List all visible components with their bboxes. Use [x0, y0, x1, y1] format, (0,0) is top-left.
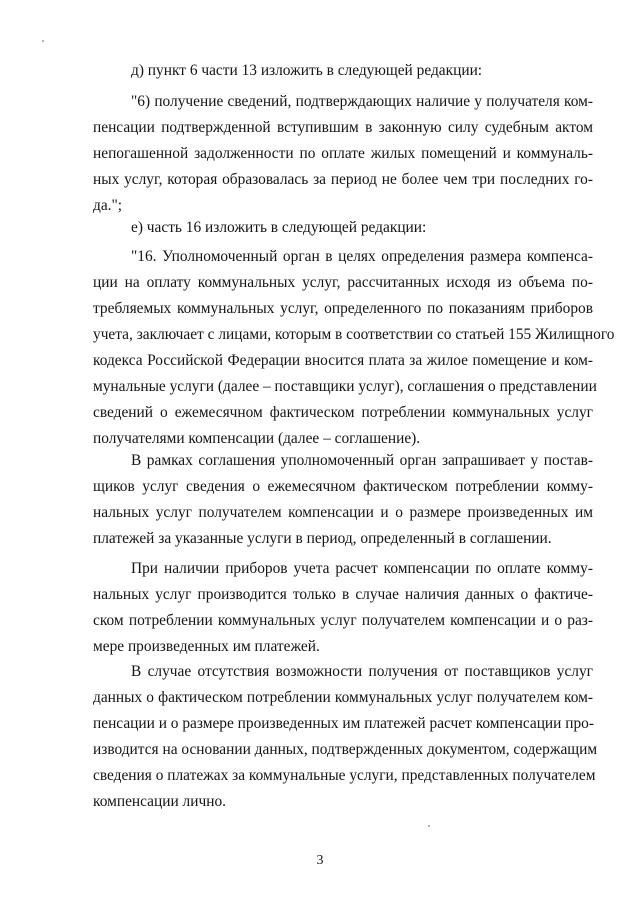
paragraph-line: мере произведенных им платежей. — [93, 638, 320, 655]
paragraph-line: пенсации подтвержденной вступившим в законную силу судебным актом — [93, 119, 593, 136]
paragraph-line: д) пункт 6 части 13 изложить в следующей редакции: — [131, 62, 483, 79]
paragraph-line: сведения о платежах за коммунальные услуги, представленных получателем — [93, 767, 596, 784]
paragraph-line: да."; — [93, 197, 123, 214]
scan-speck — [428, 825, 430, 827]
paragraph-line: ных услуг, которая образовалась за период не более чем три последних го- — [93, 171, 593, 188]
paragraph-line: "6) получение сведений, подтверждающих наличие у получателя ком- — [131, 93, 593, 110]
paragraph-line: е) часть 16 изложить в следующей редакции: — [131, 219, 427, 236]
paragraph-line: мунальные услуги (далее – поставщики услуг), соглашения о представлении — [93, 378, 597, 395]
paragraph-line: "16. Уполномоченный орган в целях определения размера компенса- — [131, 248, 593, 265]
paragraph-line: нальных услуг получателем компенсации и о размере произведенных им — [93, 504, 593, 521]
paragraph-line: В случае отсутствия возможности получения от поставщиков услуг — [131, 663, 593, 680]
paragraph-line: щиков услуг сведения о ежемесячном фактическом потреблении комму- — [93, 478, 593, 495]
paragraph-line: При наличии приборов учета расчет компенсации по оплате комму- — [131, 560, 593, 577]
paragraph-line: учета, заключает с лицами, которым в соответствии со статьей 155 Жилищного — [93, 326, 615, 343]
paragraph-line: В рамках соглашения уполномоченный орган запрашивает у постав- — [131, 452, 593, 469]
page-number: 3 — [316, 853, 324, 868]
paragraph-line: пенсации и о размере произведенных им платежей расчет компенсации про- — [93, 715, 595, 732]
paragraph-line: сведений о ежемесячном фактическом потреблении коммунальных услуг — [93, 404, 593, 421]
paragraph-line: данных о фактическом потреблении коммунальных услуг получателем ком- — [93, 689, 593, 706]
paragraph-line: ции на оплату коммунальных услуг, рассчитанных исходя из объема по- — [93, 274, 593, 291]
paragraph-line: изводится на основании данных, подтвержденных документом, содержащим — [93, 741, 598, 758]
paragraph-line: кодекса Российской Федерации вносится плата за жилое помещение и ком- — [93, 352, 593, 369]
paragraph-line: компенсации лично. — [93, 793, 226, 810]
scan-speck — [42, 40, 44, 42]
paragraph-line: требляемых коммунальных услуг, определенного по показаниям приборов — [93, 300, 593, 317]
paragraph-line: непогашенной задолженности по оплате жилых помещений и коммуналь- — [93, 145, 593, 162]
paragraph-line: получателями компенсации (далее – соглашение). — [93, 430, 421, 447]
paragraph-line: нальных услуг производится только в случае наличия данных о фактиче- — [93, 586, 593, 603]
paragraph-line: платежей за указанные услуги в период, определенный в соглашении. — [93, 530, 552, 547]
paragraph-line: ском потреблении коммунальных услуг получателем компенсации и о раз- — [93, 612, 593, 629]
